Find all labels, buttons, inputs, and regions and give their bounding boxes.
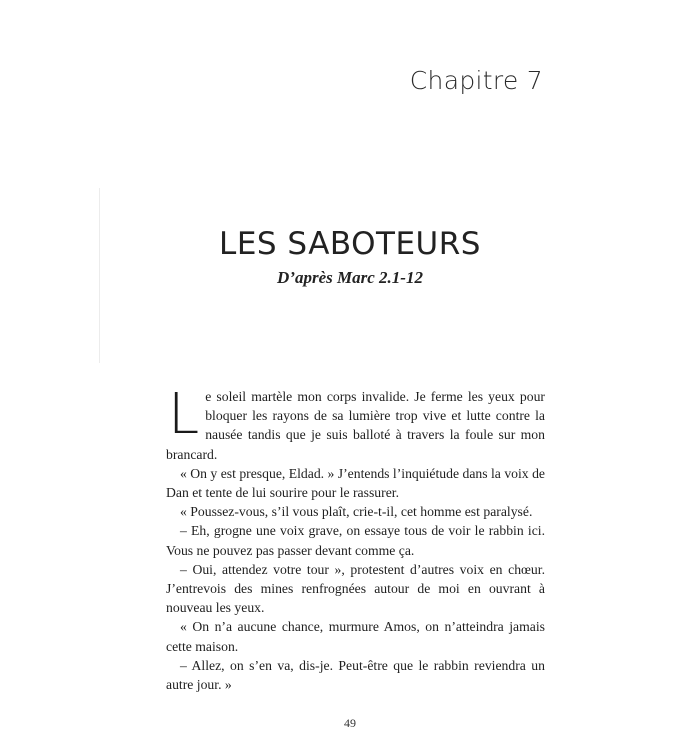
page-number: 49 bbox=[344, 716, 356, 730]
paragraph bbox=[166, 382, 545, 464]
paragraph-text: e soleil martèle mon corps invalide. Je ferme les yeux pour bloquer les rayons de sa lumière trop vive et lutte contre la nausée tandis que je suis balloté à travers la foule sur mon brancard. bbox=[166, 389, 545, 462]
paragraph: – Oui, attendez votre tour », protestent d’autres voix en chœur. J’entrevois des mines renfrognées autour de moi en ouvrant à nouveau les yeux. bbox=[166, 561, 545, 616]
paragraph: « On n’a aucune chance, murmure Amos, on n’atteindra jamais cette maison. bbox=[166, 619, 545, 654]
paragraph: – Allez, on s’en va, dis-je. Peut-être que le rabbin reviendra un autre jour. » bbox=[166, 657, 545, 693]
paragraph: « On y est presque, Eldad. » J’entends l’inquiétude dans la voix de Dan et tente de lui sourire pour le rassurer. bbox=[166, 465, 545, 501]
chapter-title: LES SABOTEURS bbox=[219, 226, 481, 262]
chapter-subtitle: D’après Marc 2.1-12 bbox=[277, 268, 423, 287]
chapter-label: Chapitre 7 bbox=[409, 66, 543, 95]
drop-cap: L bbox=[168, 382, 200, 447]
paragraph: – Eh, grogne une voix grave, on essaye tous de voir le rabbin ici. Vous ne pouvez pas passer devant comme ça. bbox=[166, 523, 545, 558]
paragraph: « Poussez-vous, s’il vous plaît, crie-t-il, cet homme est paralysé. bbox=[180, 504, 533, 520]
body-text bbox=[166, 382, 545, 694]
